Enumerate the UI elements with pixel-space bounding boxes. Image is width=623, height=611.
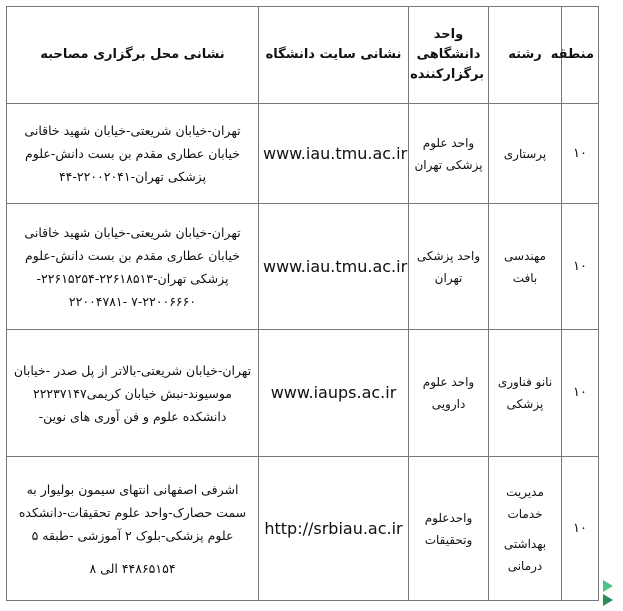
address-cell: تهران-خیابان شریعتی-خیابان شهید خاقانی خیابان عطاری مقدم بن بست دانش-علوم پزشکی تهران-۲۲۰۰۲۰۴۱-۴۴ [7,104,259,204]
region-cell: ۱۰ [562,204,599,330]
region-cell: ۱۰ [562,457,599,601]
header-field: رشته [489,7,562,104]
field-line: درمانی [507,558,543,573]
address-text: اشرفی اصفهانی انتهای سیمون بولیوار به سمت حصارک-واحد علوم تحقیقات-دانشکده علوم پزشکی-بلوک ۲ آموزشی -طبقه ۵ [18,481,247,543]
address-cell [7,457,259,601]
interview-locations-table [6,6,599,601]
field-line: مدیریت [506,484,544,499]
table-row [7,330,599,457]
field-cell: نانو فناوری پزشکی [489,330,562,457]
region-cell: ۱۰ [562,104,599,204]
site-link[interactable]: www.iaups.ac.ir [259,330,409,457]
site-link[interactable]: http://srbiau.ac.ir [259,457,409,601]
header-unit: واحد دانشگاهی برگزارکننده [409,7,489,104]
header-region: منطقه [562,7,599,104]
region-cell: ۱۰ [562,330,599,457]
field-cell: پرستاری [489,104,562,204]
unit-cell: واحد علوم پزشکی تهران [409,104,489,204]
unit-cell: واحدعلوم وتحقیقات [409,457,489,601]
header-address: نشانی محل برگزاری مصاحبه [7,7,259,104]
address-cell: تهران-خیابان شریعتی-بالاتر از پل صدر -خیابان موسیوند-نبش خیابان کریمی۲۲۲۳۷۱۴۷ دانشکده علوم و فن آوری های نوین- [7,330,259,457]
field-line: خدمات [507,506,543,521]
table-row [7,104,599,204]
header-site: نشانی سایت دانشگاه [259,7,409,104]
table-row [7,457,599,601]
watermark-logo-icon [603,578,623,608]
unit-cell: واحد پزشکی تهران [409,204,489,330]
field-cell [489,457,562,601]
site-link[interactable]: www.iau.tmu.ac.ir [259,204,409,330]
unit-cell: واحد علوم دارویی [409,330,489,457]
table-header-row [7,7,599,104]
field-line: بهداشتی [503,536,547,551]
field-cell: مهندسی بافت [489,204,562,330]
table-row [7,204,599,330]
site-link[interactable]: www.iau.tmu.ac.ir [259,104,409,204]
address-cell: تهران-خیابان شریعتی-خیابان شهید خاقانی خیابان عطاری مقدم بن بست دانش-علوم پزشکی تهران-۲۲۶۱۸۵۱۳-۲۲۶۱۵۲۵۴- ۲۲۰۰۶۶۶۰-۷ -۲۲۰۰۴۷۸۱ [7,204,259,330]
address-phone: ۴۴۸۶۵۱۵۴ الی ۸ [89,560,176,576]
